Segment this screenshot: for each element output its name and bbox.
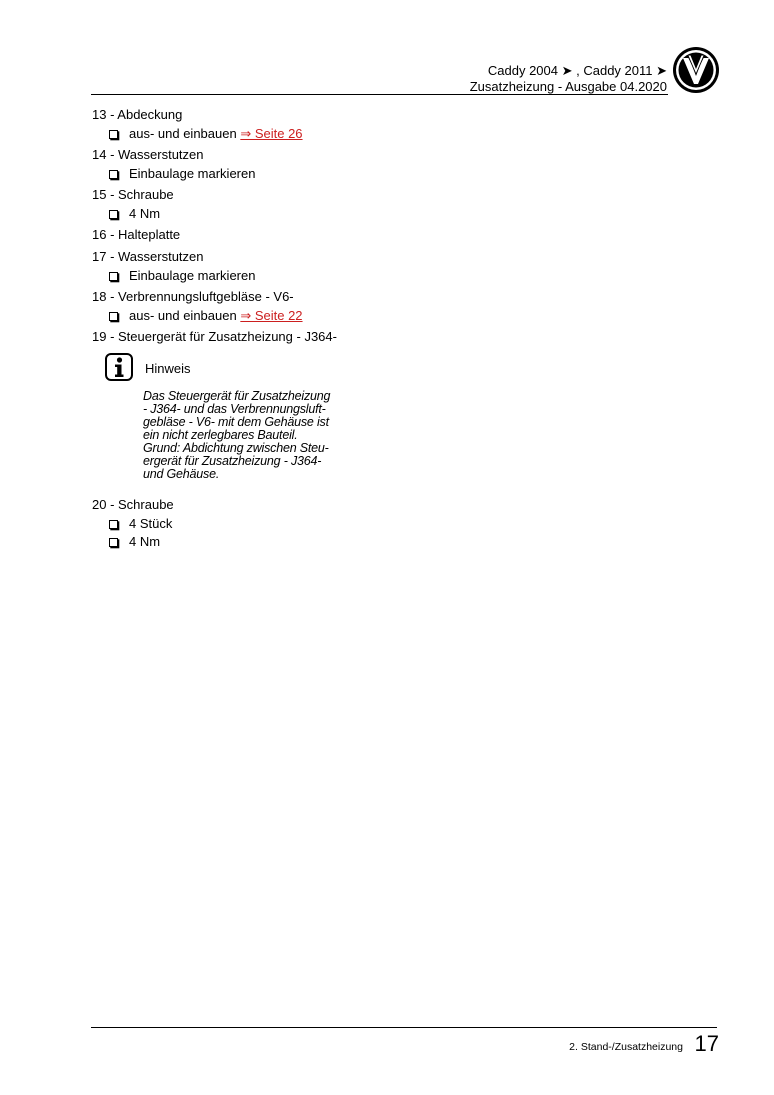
sub-item [92, 515, 692, 533]
sub-item [92, 125, 692, 143]
item-title: 15 - Schraube [92, 187, 174, 202]
sub-item-text: Einbaulage markieren [129, 166, 256, 181]
sub-item-text: 4 Nm [129, 206, 161, 221]
sub-item-text: aus- und einbauen [129, 308, 237, 323]
list-item [92, 329, 692, 493]
checkbox-icon [109, 520, 118, 529]
note-line: ein nicht zerlegbares Bauteil. [143, 428, 298, 442]
checkbox-icon [109, 538, 118, 547]
note-text [143, 390, 353, 481]
sub-item [92, 307, 692, 325]
header-divider [91, 94, 668, 95]
list-item [92, 227, 692, 245]
sub-item [92, 533, 692, 551]
item-title: 17 - Wasserstutzen [92, 249, 204, 264]
checkbox-icon [109, 210, 118, 219]
item-title: 14 - Wasserstutzen [92, 147, 204, 162]
note-line: ergerät für Zusatzheizung - J364- [143, 454, 322, 468]
sub-item [92, 267, 692, 285]
checkbox-icon [109, 170, 118, 179]
item-title: 16 - Halteplatte [92, 227, 181, 242]
info-icon [105, 353, 133, 381]
list-item [92, 497, 692, 551]
sub-item-text: Einbaulage markieren [129, 268, 256, 283]
item-title: 19 - Steuergerät für Zusatzheizung - J364- [92, 329, 337, 344]
list-item [92, 289, 692, 325]
page-link[interactable]: ⇒ Seite 22 [240, 308, 303, 323]
header-vehicle-line: Caddy 2004 ➤ , Caddy 2011 ➤ [487, 63, 667, 78]
parts-list [92, 107, 692, 555]
list-item [92, 107, 692, 143]
checkbox-icon [109, 312, 118, 321]
note-line: gebläse - V6- mit dem Gehäuse ist [143, 415, 329, 429]
footer-section-label: 2. Stand-/Zusatzheizung [569, 1041, 683, 1053]
checkbox-icon [109, 130, 118, 139]
vw-logo-icon [672, 46, 720, 94]
note-line: und Gehäuse. [143, 467, 220, 481]
note-box [105, 353, 692, 493]
header-document-title: Zusatzheizung - Ausgabe 04.2020 [469, 79, 667, 94]
checkbox-icon [109, 272, 118, 281]
sub-item [92, 165, 692, 183]
item-title: 20 - Schraube [92, 497, 174, 512]
item-title: 13 - Abdeckung [92, 107, 183, 122]
list-item [92, 187, 692, 223]
note-line: Grund: Abdichtung zwischen Steu- [143, 441, 329, 455]
page-number: 17 [694, 1031, 719, 1056]
sub-item-text: aus- und einbauen [129, 126, 237, 141]
sub-item [92, 205, 692, 223]
page-link[interactable]: ⇒ Seite 26 [240, 126, 303, 141]
sub-item-text: 4 Stück [129, 516, 173, 531]
list-item [92, 249, 692, 285]
note-line: Das Steuergerät für Zusatzheizung [143, 389, 331, 403]
item-title: 18 - Verbrennungsluftgebläse - V6- [92, 289, 294, 304]
sub-item-text: 4 Nm [129, 534, 161, 549]
note-line: - J364- und das Verbrennungsluft- [143, 402, 326, 416]
note-title: Hinweis [145, 361, 191, 376]
list-item [92, 147, 692, 183]
footer-divider [91, 1027, 717, 1028]
